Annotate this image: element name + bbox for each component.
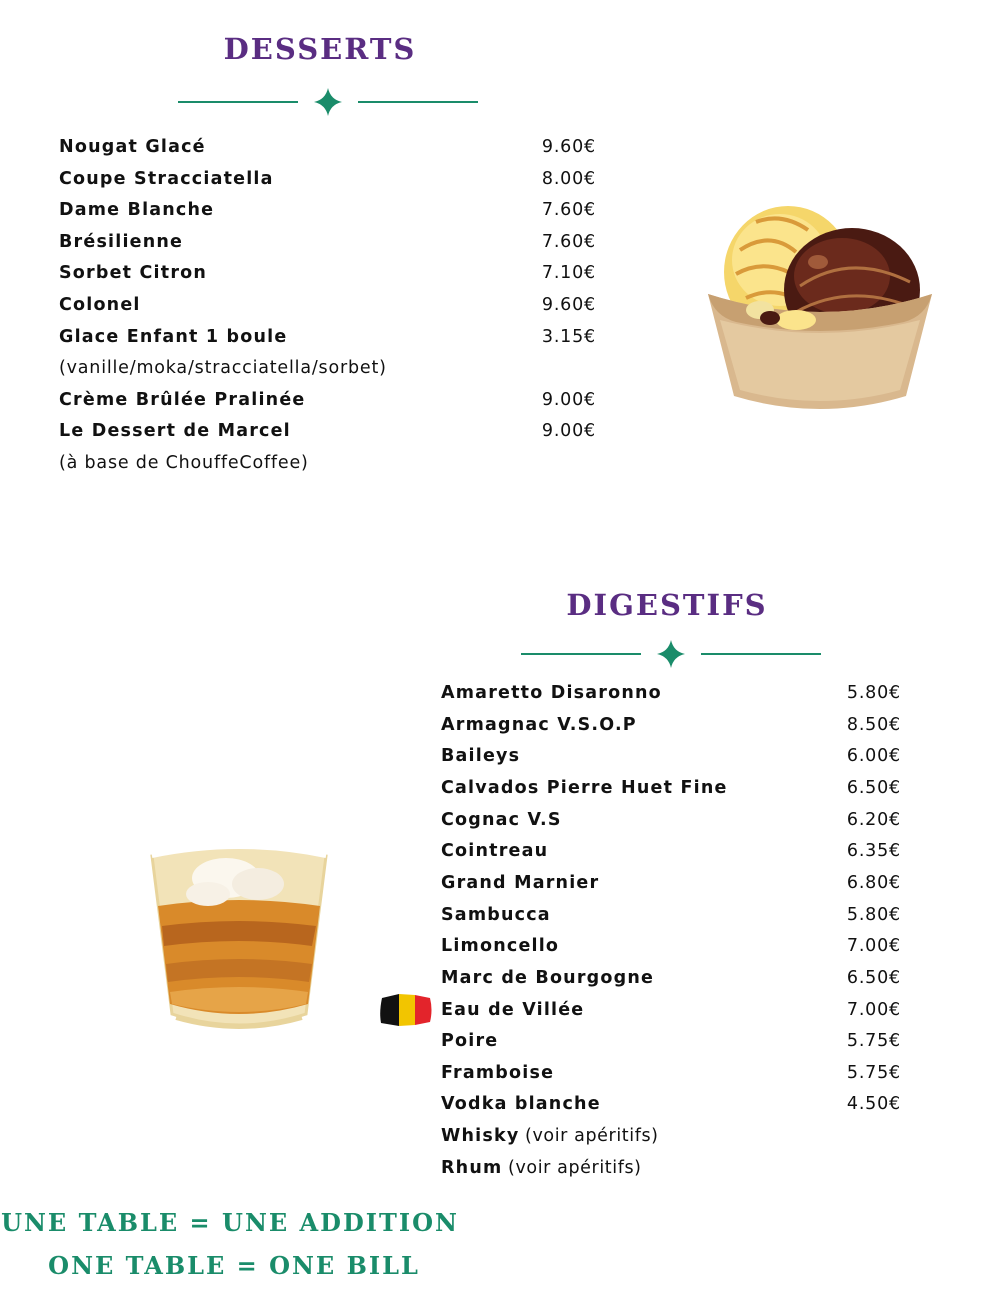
ice-cream-bowl-illustration <box>700 190 940 420</box>
dessert-price: 7.60€ <box>541 200 596 220</box>
dessert-name: Sorbet Citron <box>59 263 208 283</box>
dessert-price: 3.15€ <box>541 327 596 347</box>
digestif-price: 6.50€ <box>846 778 901 798</box>
dessert-price: 7.10€ <box>541 263 596 283</box>
dessert-price: 7.60€ <box>541 232 596 252</box>
digestif-note: (voir apéritifs) <box>508 1158 642 1178</box>
digestif-name: Poire <box>441 1031 499 1051</box>
dessert-price: 8.00€ <box>541 169 596 189</box>
digestif-price: 4.50€ <box>846 1094 901 1114</box>
digestif-name: Whisky <box>441 1126 520 1146</box>
list-item <box>441 714 637 736</box>
list-item <box>441 840 548 862</box>
dessert-price: 9.60€ <box>541 295 596 315</box>
digestif-price: 6.35€ <box>846 841 901 861</box>
list-item <box>441 1093 601 1115</box>
list-item <box>441 904 551 926</box>
dessert-price: 9.00€ <box>541 421 596 441</box>
glace-enfant-flavours: (vanille/moka/stracciatella/sorbet) <box>59 358 387 378</box>
whisky-glass-illustration <box>146 842 332 1030</box>
dessert-name: Le Dessert de Marcel <box>59 421 291 441</box>
list-item <box>441 1157 642 1179</box>
desserts-divider-ornament <box>176 86 480 118</box>
digestif-name: Cognac V.S <box>441 810 562 830</box>
digestif-name: Sambucca <box>441 905 551 925</box>
dessert-name: Glace Enfant 1 boule <box>59 327 288 347</box>
list-item <box>59 389 305 411</box>
footer-line-fr: UNE TABLE = UNE ADDITION <box>1 1208 459 1237</box>
dessert-price: 9.60€ <box>541 137 596 157</box>
list-item <box>59 136 206 158</box>
list-item <box>59 168 274 190</box>
list-item <box>59 231 183 253</box>
digestif-price: 7.00€ <box>846 1000 901 1020</box>
list-item <box>441 935 559 957</box>
list-item <box>441 1062 554 1084</box>
list-item <box>59 326 287 348</box>
digestif-price: 6.00€ <box>846 746 901 766</box>
digestifs-divider-ornament <box>519 638 823 670</box>
list-item <box>59 262 207 284</box>
list-item <box>441 872 599 894</box>
digestif-name: Cointreau <box>441 841 549 861</box>
digestif-name: Armagnac V.S.O.P <box>441 715 637 735</box>
digestif-name: Calvados Pierre Huet Fine <box>441 778 728 798</box>
digestif-name: Amaretto Disaronno <box>441 683 662 703</box>
digestif-price: 5.75€ <box>846 1031 901 1051</box>
list-item <box>59 294 141 316</box>
belgian-flag-icon <box>379 992 433 1028</box>
dessert-name: Dame Blanche <box>59 200 215 220</box>
list-item <box>59 199 214 221</box>
list-item <box>441 682 662 704</box>
list-item <box>441 745 520 767</box>
desserts-title: DESSERTS <box>223 32 417 66</box>
digestif-price: 7.00€ <box>846 936 901 956</box>
digestif-name: Eau de Villée <box>441 1000 585 1020</box>
dessert-name: Nougat Glacé <box>59 137 206 157</box>
digestif-name: Grand Marnier <box>441 873 600 893</box>
digestif-price: 5.80€ <box>846 683 901 703</box>
digestif-price: 5.75€ <box>846 1063 901 1083</box>
digestifs-title: DIGESTIFS <box>566 588 768 622</box>
list-item <box>441 999 584 1021</box>
digestif-name: Framboise <box>441 1063 555 1083</box>
digestif-name: Limoncello <box>441 936 560 956</box>
list-item <box>441 967 654 989</box>
dessert-marcel-note: (à base de ChouffeCoffee) <box>59 453 309 473</box>
dessert-name: Crème Brûlée Pralinée <box>59 390 306 410</box>
digestif-price: 6.20€ <box>846 810 901 830</box>
digestif-name: Marc de Bourgogne <box>441 968 655 988</box>
dessert-price: 9.00€ <box>541 390 596 410</box>
list-item <box>441 809 562 831</box>
digestif-price: 6.50€ <box>846 968 901 988</box>
list-item <box>441 1125 659 1147</box>
list-item <box>441 777 728 799</box>
digestif-name: Rhum <box>441 1158 503 1178</box>
digestif-name: Vodka blanche <box>441 1094 601 1114</box>
footer-line-en: ONE TABLE = ONE BILL <box>48 1251 420 1280</box>
list-item <box>59 420 291 442</box>
digestif-price: 5.80€ <box>846 905 901 925</box>
dessert-name: Colonel <box>59 295 141 315</box>
dessert-name: Coupe Stracciatella <box>59 169 274 189</box>
dessert-name: Brésilienne <box>59 232 184 252</box>
digestif-name: Baileys <box>441 746 521 766</box>
digestif-note: (voir apéritifs) <box>525 1126 659 1146</box>
digestif-price: 8.50€ <box>846 715 901 735</box>
list-item <box>441 1030 498 1052</box>
digestif-price: 6.80€ <box>846 873 901 893</box>
